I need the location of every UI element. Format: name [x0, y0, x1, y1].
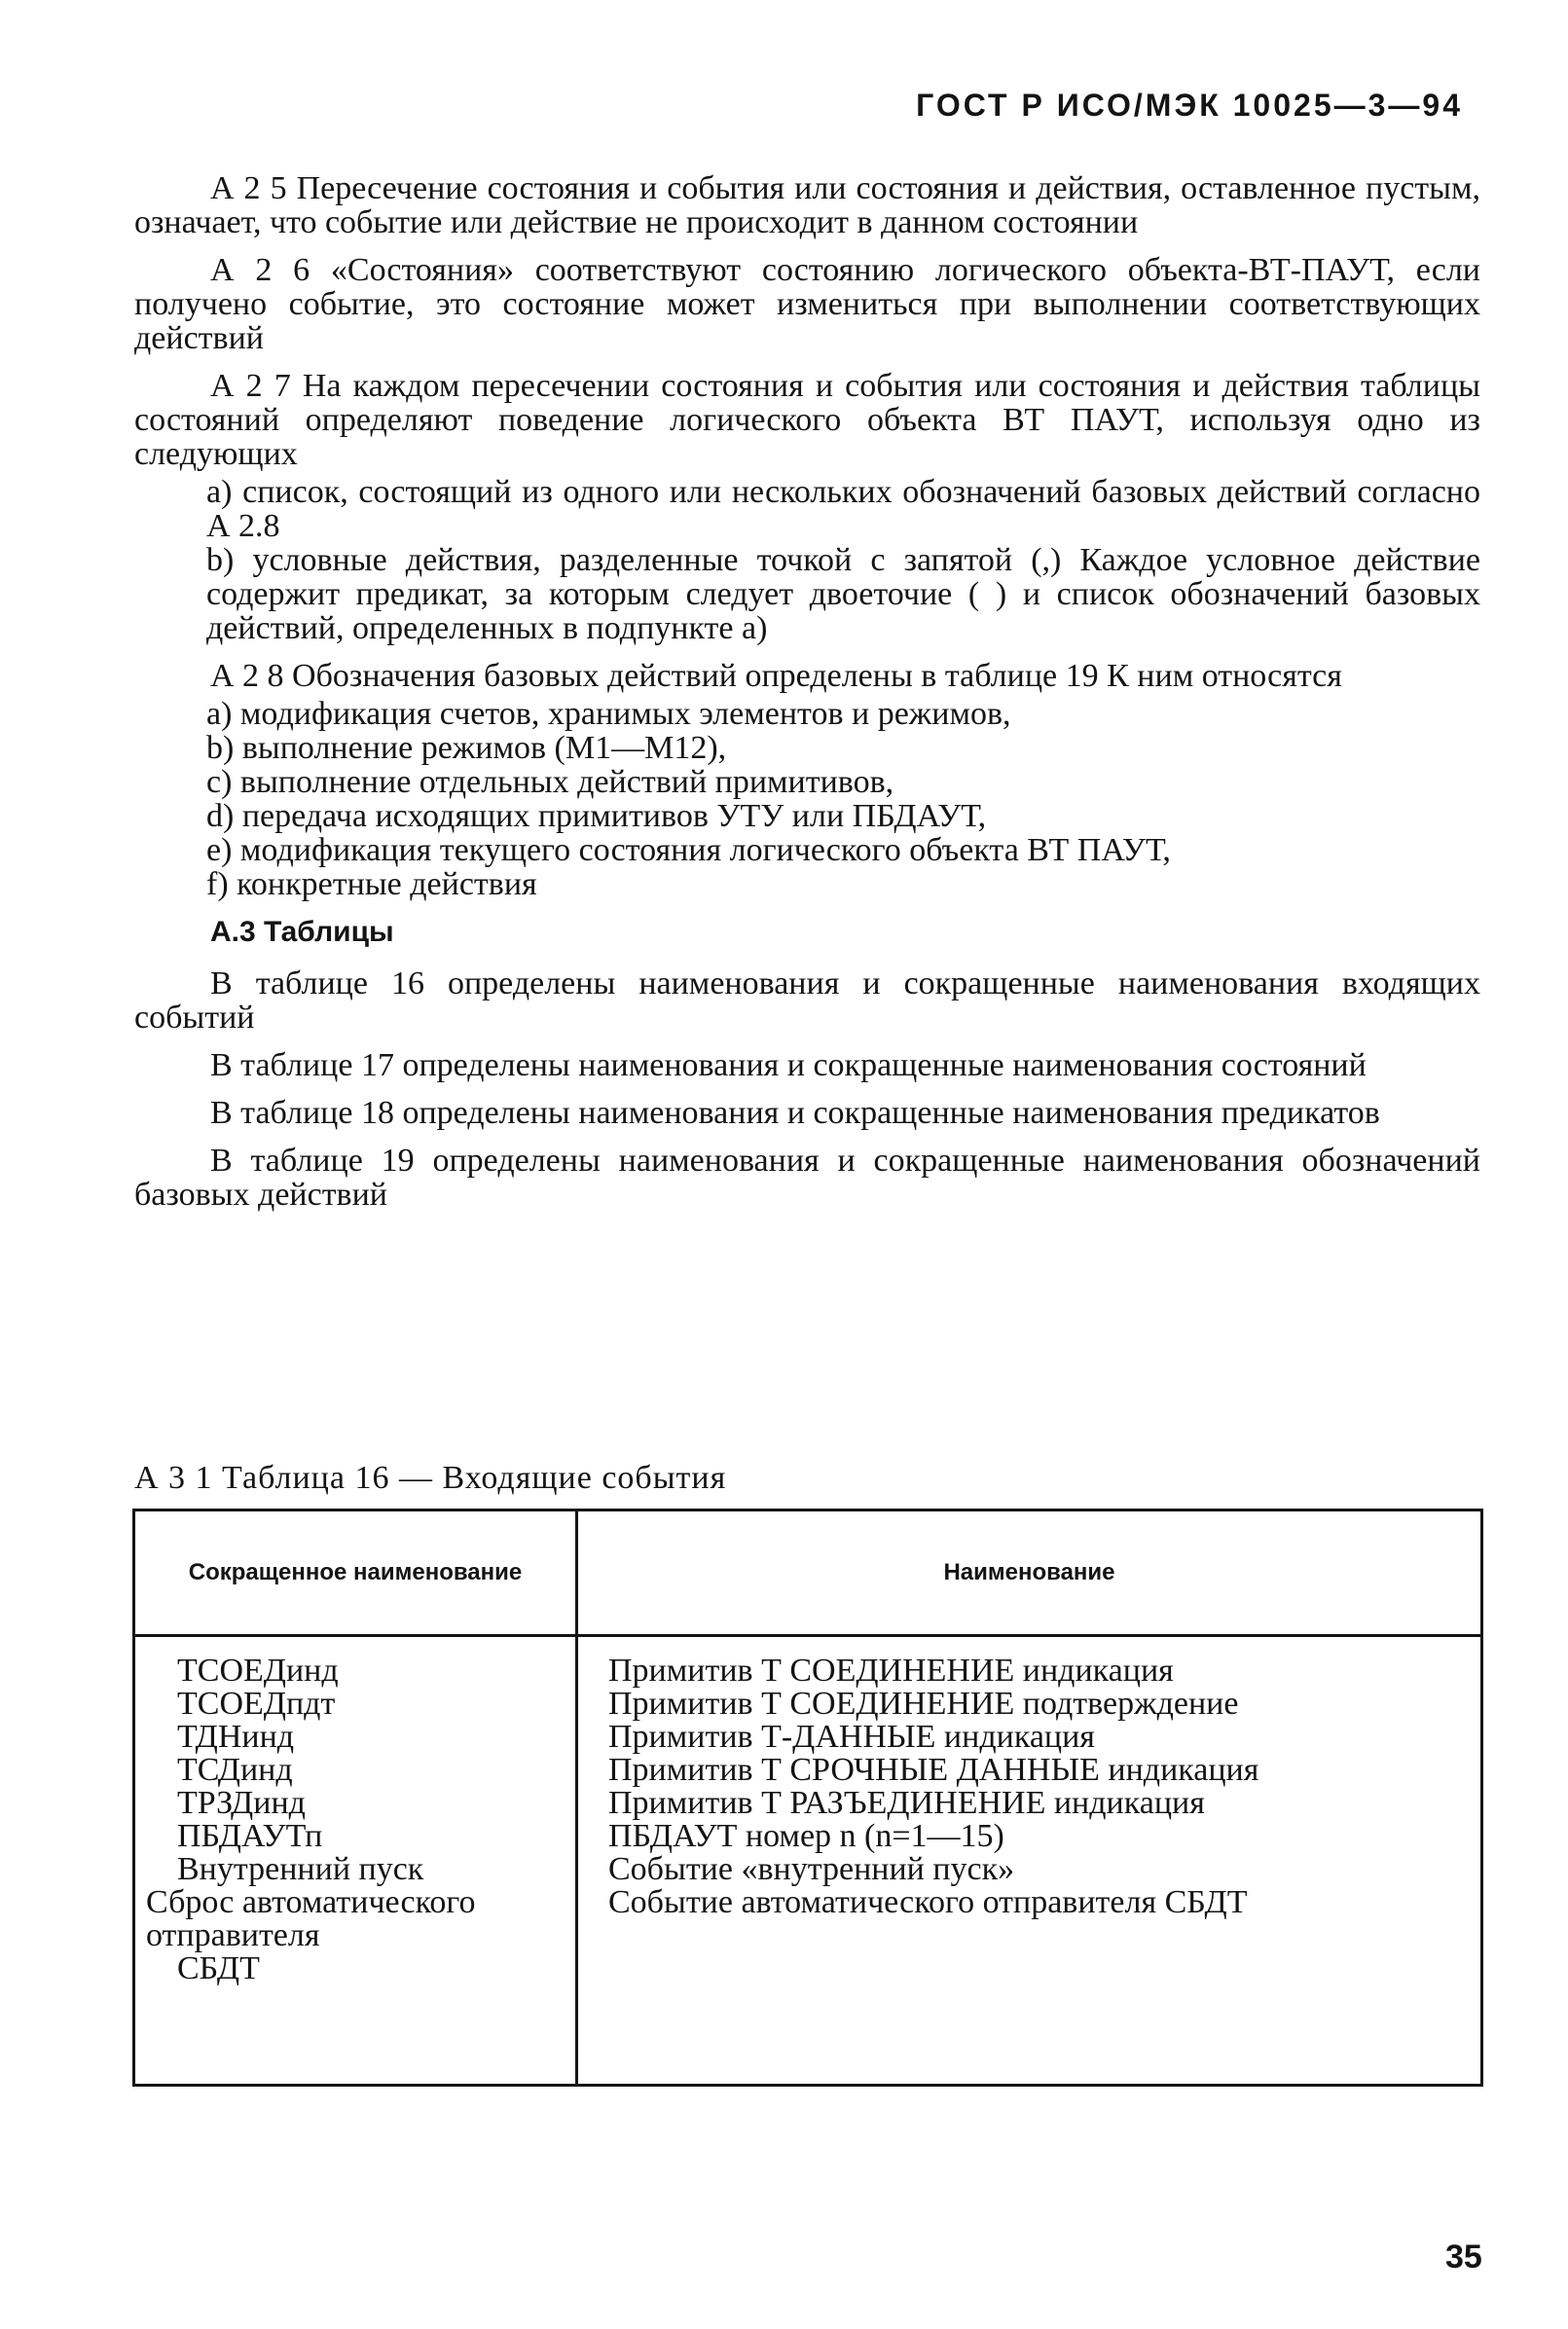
short-name: Внутренний пуск [177, 1851, 424, 1887]
paragraph-table-18: В таблице 18 определены наименования и сокращенные наименования предикатов [210, 1095, 1380, 1131]
list-a28 [206, 697, 1480, 901]
list-item-a28-d: d) передача исходящих примитивов УТУ или ПБДАУТ, [206, 798, 987, 834]
full-name: Примитив Т СОЕДИНЕНИЕ индикация [608, 1653, 1174, 1689]
short-name: ТРЗДинд [177, 1785, 306, 1821]
full-name: ПБДАУТ номер n (n=1—15) [608, 1818, 1004, 1854]
full-name-cell [577, 1636, 1482, 2086]
list-item-a28-e: е) модификация текущего состояния логического объекта ВТ ПАУТ, [206, 832, 1171, 868]
list-item-a27-a: а) список, состоящий из одного или нескольких обозначений базовых действий согласно А 2.8 [206, 474, 1480, 544]
short-name: ТСДинд [177, 1752, 293, 1788]
full-name: Примитив Т РАЗЪЕДИНЕНИЕ индикация [608, 1785, 1205, 1821]
full-name: Событие «внутренний пуск» [608, 1851, 1015, 1887]
paragraph-a27: А 2 7 На каждом пересечении состояния и события или состояния и действия таблицы состояний определяют поведение логического объекта ВТ ПАУТ, используя одно из следующих [134, 368, 1480, 472]
short-name: ТСОЕДинд [177, 1653, 339, 1689]
paragraph-table-19: В таблице 19 определены наименования и сокращенные наименования обозначений базовых действий [134, 1143, 1480, 1213]
full-name: Событие автоматического отправителя СБДТ [608, 1884, 1248, 1920]
list-item-a28-c: с) выполнение отдельных действий примитивов, [206, 764, 894, 800]
full-name: Примитив Т СОЕДИНЕНИЕ подтверждение [608, 1686, 1239, 1722]
incoming-events-table [132, 1509, 1483, 2087]
document-header: ГОСТ Р ИСО/МЭК 10025—3—94 [916, 88, 1463, 123]
full-name: Примитив Т СРОЧНЫЕ ДАННЫЕ индикация [608, 1752, 1259, 1788]
column-header-name: Наименование [577, 1510, 1482, 1636]
paragraph-table-16: В таблице 16 определены наименования и сокращенные наименования входящих событий [134, 965, 1480, 1036]
short-name: ТСОЕДпдт [177, 1686, 336, 1722]
document-body [134, 171, 1480, 1225]
short-name: ПБДАУТп [177, 1818, 323, 1854]
short-name: Сброс автоматического отправителя [146, 1884, 476, 1953]
paragraph-table-17: В таблице 17 определены наименования и сокращенные наименования состояний [210, 1047, 1367, 1083]
paragraph-a26: А 2 6 «Состояния» соответствуют состоянию логического объекта-ВТ-ПАУТ, если получено событие, это состояние может измениться при выполнении соответствующих действий [134, 252, 1480, 356]
list-item-a28-f: f) конкретные действия [206, 866, 537, 902]
section-title: А.3 Таблицы [210, 916, 394, 948]
paragraph-a25: А 2 5 Пересечение состояния и события или состояния и действия, оставленное пустым, означает, что событие или действие не происходит в данном состоянии [134, 170, 1480, 240]
paragraph-a28: А 2 8 Обозначения базовых действий определены в таблице 19 К ним относятся [210, 658, 1342, 694]
column-header-short-name: Сокращенное наименование [134, 1510, 577, 1636]
full-name: Примитив Т-ДАННЫЕ индикация [608, 1719, 1095, 1755]
short-name: СБДТ [177, 1950, 260, 1986]
list-item-a27-b: b) условные действия, разделенные точкой с запятой (,) Каждое условное действие содержит предикат, за которым следует двоеточие ( ) и список обозначений базовых действий, определенных в подпункте а) [206, 542, 1480, 646]
list-item-a28-b: b) выполнение режимов (М1—М12), [206, 730, 727, 766]
table-body-row [134, 1636, 1482, 2086]
list-item-a28-a: а) модификация счетов, хранимых элементов и режимов, [206, 696, 1011, 732]
page-number: 35 [1445, 2238, 1482, 2275]
table-caption: А 3 1 Таблица 16 — Входящие события [134, 1460, 727, 1496]
table-header-row [134, 1510, 1482, 1636]
short-name-cell [134, 1636, 577, 2086]
list-a27 [206, 475, 1480, 645]
short-name: ТДНинд [177, 1719, 295, 1755]
